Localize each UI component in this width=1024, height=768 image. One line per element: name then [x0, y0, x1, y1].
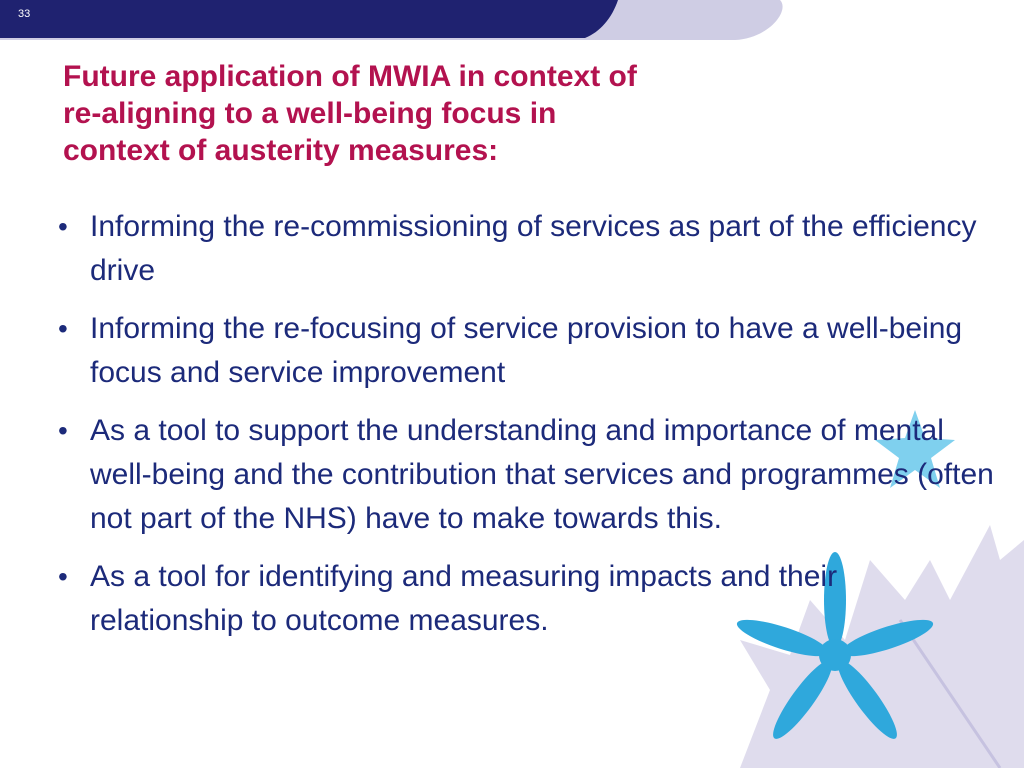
bullet-list — [58, 205, 998, 657]
bullet-item — [58, 555, 998, 643]
header-dark-bar — [0, 0, 618, 38]
bullet-icon: • — [58, 211, 68, 242]
bullet-text: As a tool for identifying and measuring impacts and their relationship to outcome measures. — [90, 560, 838, 637]
title-line-3: context of austerity measures: — [63, 134, 499, 167]
bullet-text: As a tool to support the understanding and importance of mental well-being and the contribution that services and programmes (often not part of the NHS) have to make towards this. — [90, 414, 994, 535]
bullet-icon: • — [58, 415, 68, 446]
bullet-item — [58, 205, 998, 293]
bullet-text: Informing the re-focusing of service provision to have a well-being focus and service improvement — [90, 312, 963, 389]
slide-title — [63, 58, 863, 169]
bullet-icon: • — [58, 313, 68, 344]
bullet-icon: • — [58, 561, 68, 592]
title-line-2: re-aligning to a well-being focus in — [63, 97, 557, 130]
page-number: 33 — [18, 8, 31, 20]
bullet-text: Informing the re-commissioning of services as part of the efficiency drive — [90, 210, 977, 287]
title-line-1: Future application of MWIA in context of — [63, 60, 637, 93]
bullet-item — [58, 409, 998, 541]
bullet-item — [58, 307, 998, 395]
